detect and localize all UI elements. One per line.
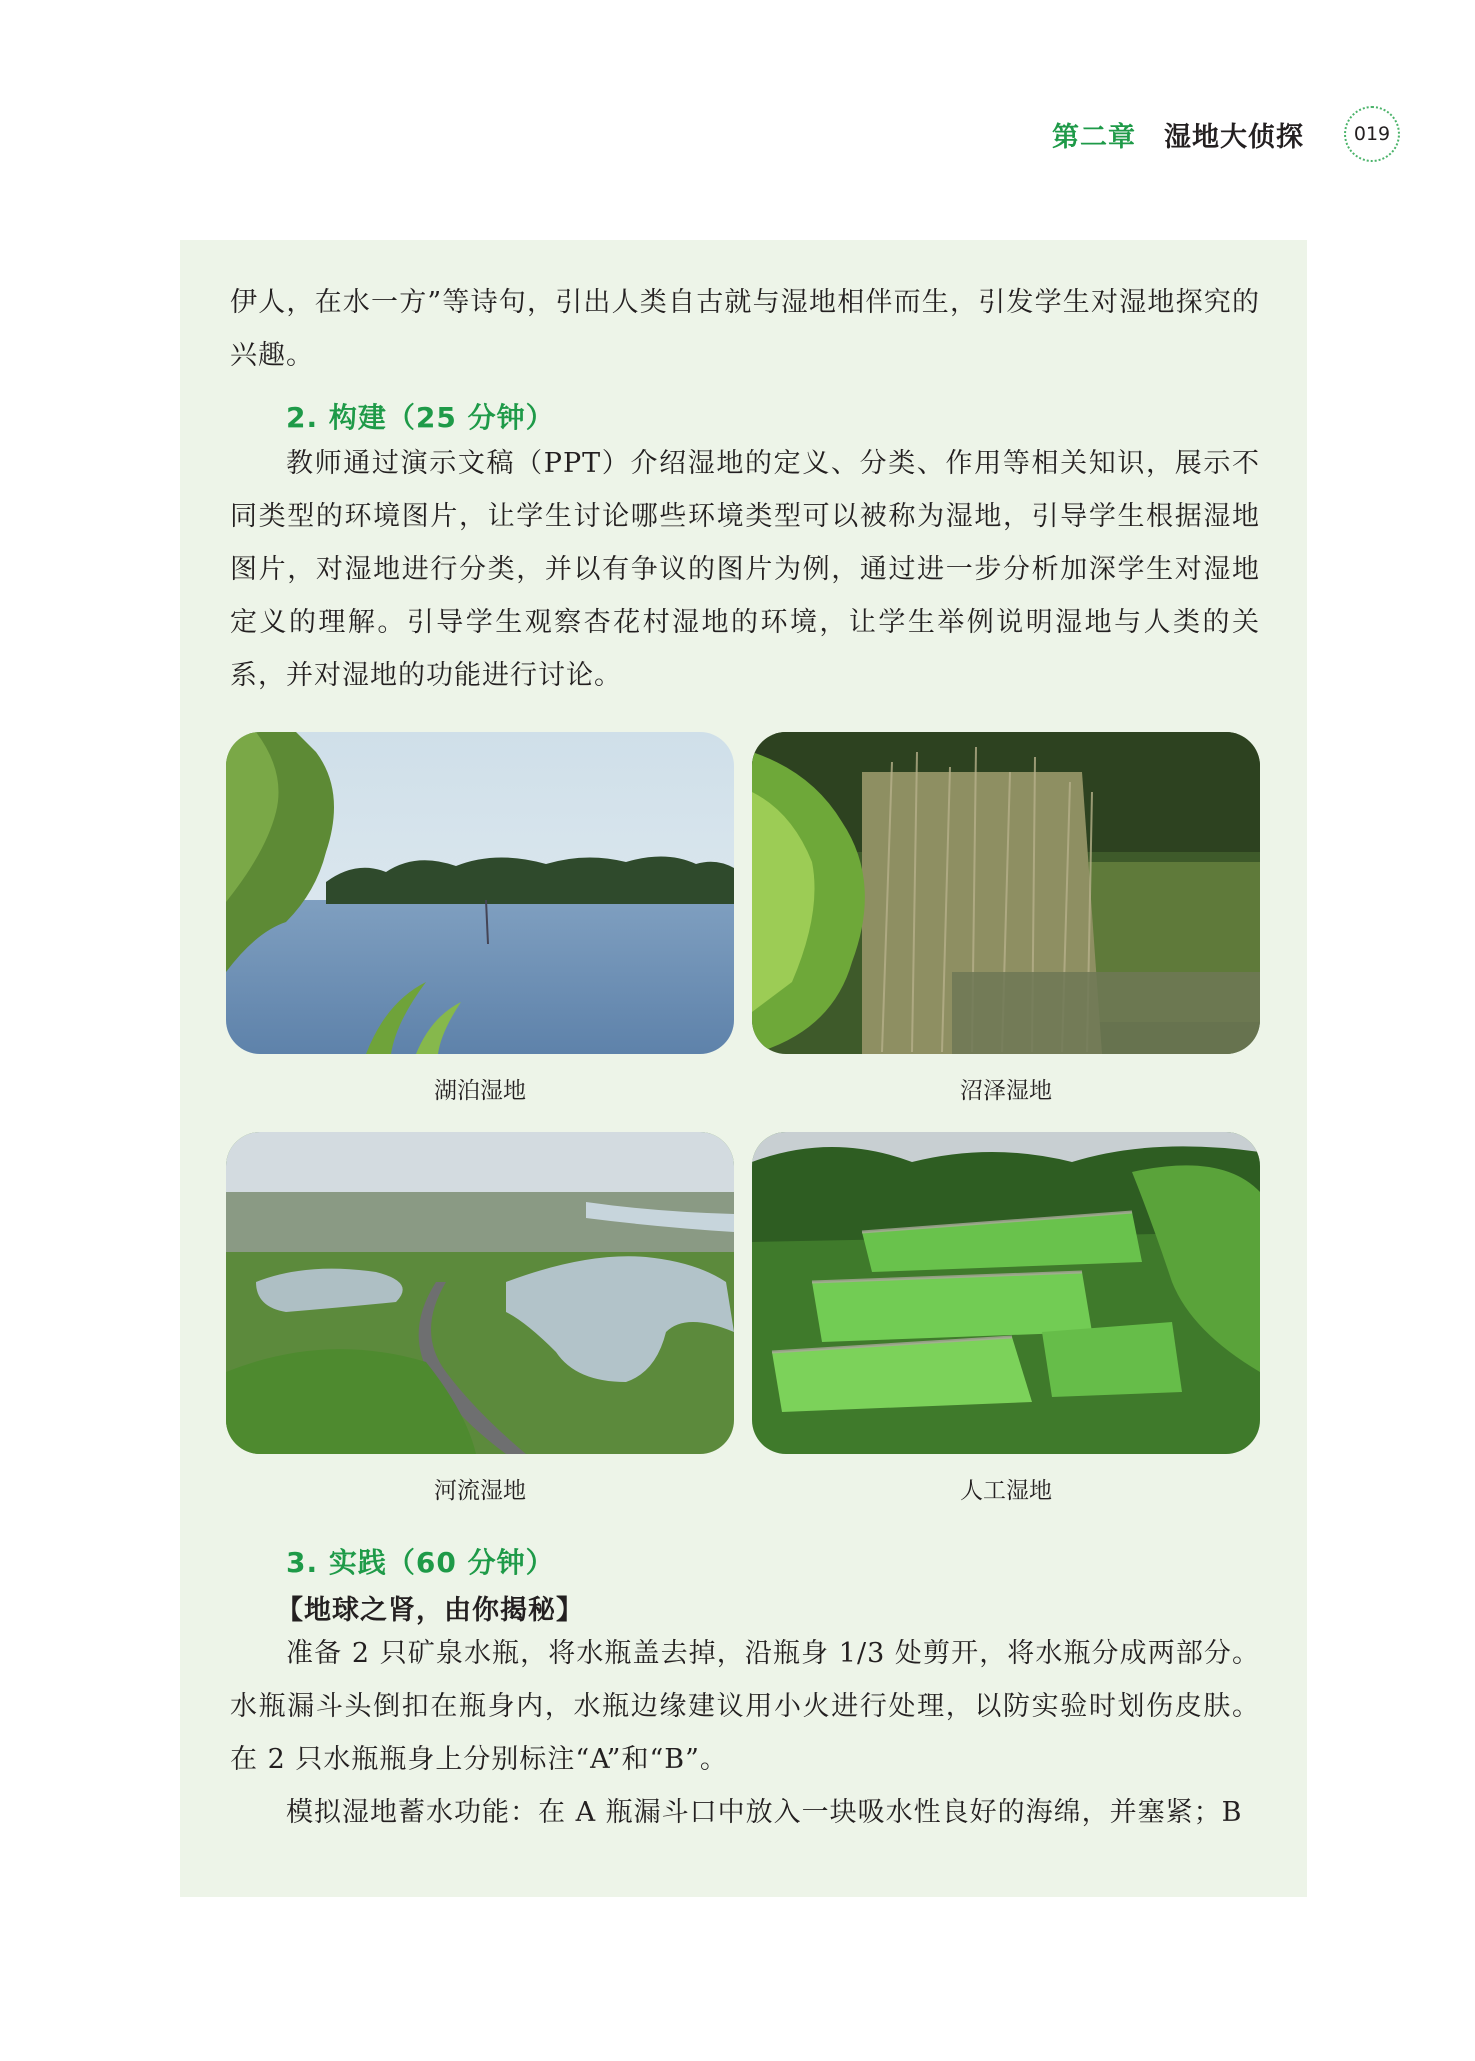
- section-practice-paragraph-2: 模拟湿地蓄水功能：在 A 瓶漏斗口中放入一块吸水性良好的海绵，并塞紧；B: [286, 1797, 1243, 1828]
- section-heading-practice: 3. 实践（60 分钟）: [286, 1546, 555, 1579]
- activity-title: 【地球之肾，由你揭秘】: [276, 1595, 584, 1626]
- caption-constructed-wetland: 人工湿地: [960, 1478, 1052, 1504]
- section-heading-construct: 2. 构建（25 分钟）: [286, 401, 555, 434]
- marsh-wetland-photo: [752, 732, 1260, 1054]
- intro-paragraph: 伊人，在水一方”等诗句，引出人类自古就与湿地相伴而生，引发学生对湿地探究的兴趣。: [230, 287, 1260, 371]
- section-construct-paragraph: 教师通过演示文稿（PPT）介绍湿地的定义、分类、作用等相关知识，展示不同类型的环境图片，让学生讨论哪些环境类型可以被称为湿地，引导学生根据湿地图片，对湿地进行分类，并以有争议的图片为例，通过进一步分析加深学生对湿地定义的理解。引导学生观察杏花村湿地的环境，让学生举例说明湿地与人类的关系，并对湿地的功能进行讨论。: [230, 448, 1260, 691]
- caption-river-wetland: 河流湿地: [434, 1478, 526, 1504]
- chapter-title: 湿地大侦探: [1164, 121, 1304, 153]
- section-practice-paragraph-1: 准备 2 只矿泉水瓶，将水瓶盖去掉，沿瓶身 1/3 处剪开，将水瓶分成两部分。水瓶漏斗头倒扣在瓶身内，水瓶边缘建议用小火进行处理，以防实验时划伤皮肤。在 2 只水瓶瓶身上分别标注“A”和“B”。: [230, 1638, 1260, 1775]
- chapter-number: 第二章: [1052, 121, 1136, 153]
- running-header: [1052, 104, 1400, 164]
- content-panel: [180, 240, 1307, 1897]
- river-wetland-photo: [226, 1132, 734, 1454]
- caption-marsh-wetland: 沼泽湿地: [960, 1078, 1052, 1104]
- constructed-wetland-photo: [752, 1132, 1260, 1454]
- lake-wetland-photo: [226, 732, 734, 1054]
- caption-lake-wetland: 湖泊湿地: [434, 1078, 526, 1104]
- page-number: 019: [1344, 106, 1400, 162]
